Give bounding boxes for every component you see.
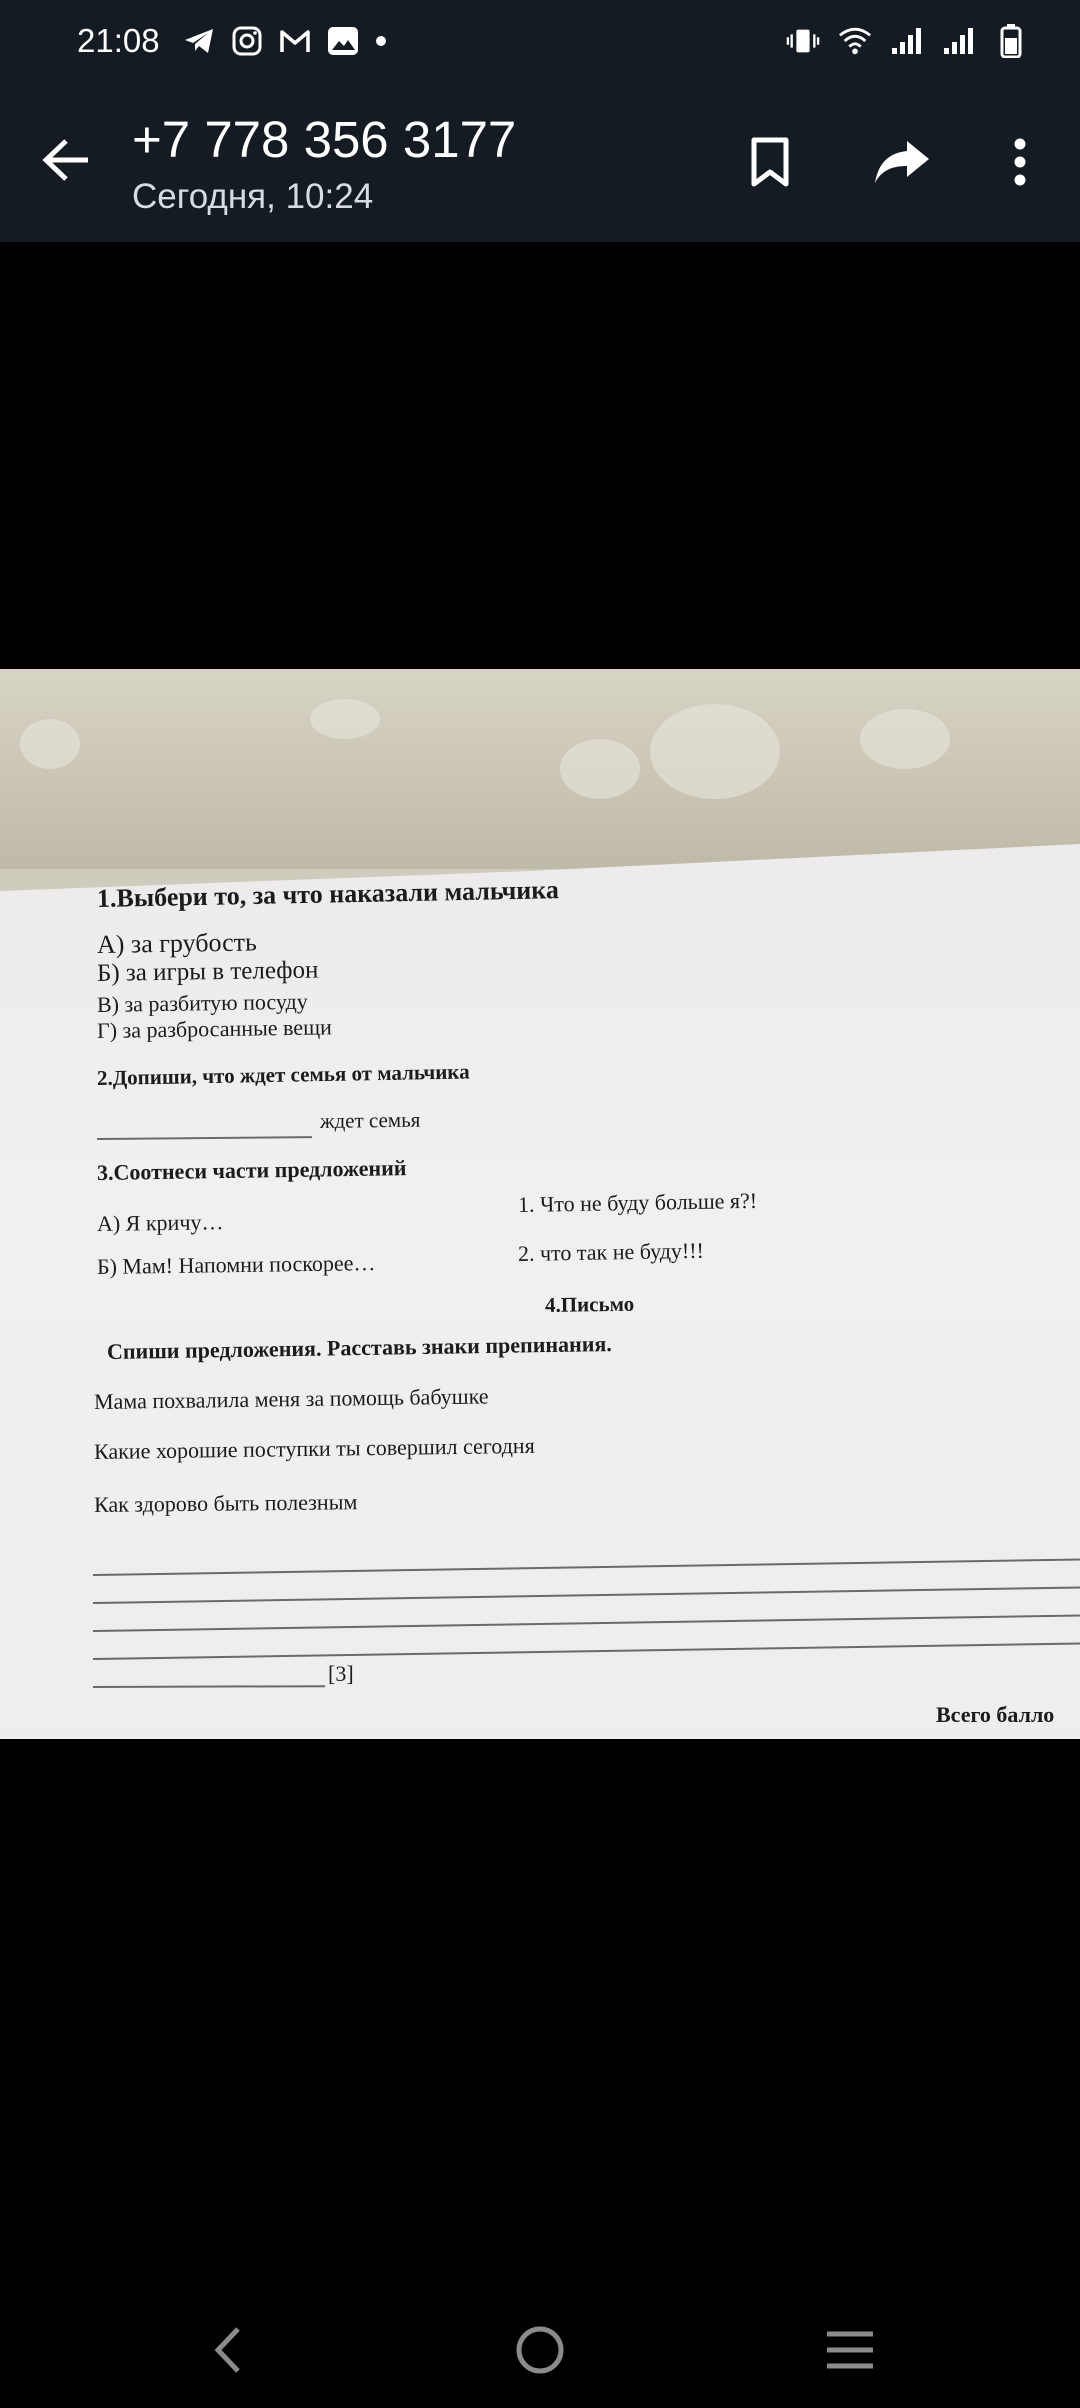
question-2-suffix: ждет семья (319, 1107, 421, 1133)
system-icons (786, 24, 1028, 58)
share-icon (873, 139, 931, 185)
question-1-option: А) за грубость (96, 927, 258, 959)
signal-icon (890, 24, 924, 58)
question-3-title: 3.Соотнеси части предложений (96, 1155, 407, 1185)
menu-icon (823, 2328, 877, 2372)
photo-background-wall (0, 669, 1080, 869)
question-4-sentence: Мама похвалила меня за помощь бабушке (93, 1383, 489, 1414)
battery-icon (994, 24, 1028, 58)
contact-title: +7 778 356 3177 (132, 111, 517, 168)
more-icon (1013, 137, 1027, 187)
question-3-left-item: А) Я кричу… (96, 1209, 224, 1236)
instagram-icon (230, 24, 264, 58)
status-bar (0, 0, 1080, 92)
back-arrow-icon (42, 138, 90, 182)
question-4-sentence: Как здорово быть полезным (93, 1489, 358, 1517)
question-1-option: В) за разбитую посуду (96, 988, 308, 1017)
status-time: 21:08 (77, 22, 160, 59)
question-3-right-item: 1. Что не буду больше я?! (517, 1187, 758, 1217)
signal-icon (942, 24, 976, 58)
question-4-title: 4.Письмо (544, 1291, 635, 1317)
telegram-icon (182, 24, 216, 58)
more-options-button[interactable] (990, 132, 1050, 192)
share-button[interactable] (872, 132, 932, 192)
app-bar (0, 92, 1080, 242)
message-timestamp: Сегодня, 10:24 (132, 177, 374, 216)
gmail-icon (278, 24, 312, 58)
bookmark-icon (750, 137, 790, 187)
nav-home-button[interactable] (500, 2310, 580, 2390)
nav-back-icon (208, 2325, 248, 2375)
question-1-option: Г) за разбросанные вещи (96, 1014, 332, 1043)
score-mark: [3] (328, 1661, 354, 1686)
wifi-icon (838, 24, 872, 58)
question-2-title: 2.Допиши, что ждет семья от мальчика (96, 1059, 470, 1090)
gallery-icon (326, 24, 360, 58)
nav-recents-button[interactable] (810, 2310, 890, 2390)
nav-back-button[interactable] (188, 2310, 268, 2390)
vibrate-icon (786, 24, 820, 58)
navigation-bar (0, 2290, 1080, 2408)
dot-icon (374, 24, 388, 58)
total-score-label: Всего балло (936, 1702, 1055, 1727)
bookmark-button[interactable] (740, 132, 800, 192)
photo-viewer-image[interactable] (0, 669, 1080, 1739)
notification-icons (182, 24, 388, 58)
back-button[interactable] (36, 130, 96, 190)
question-3-right-item: 2. что так не буду!!! (517, 1237, 705, 1266)
nav-home-icon (513, 2323, 567, 2377)
question-4-instruction: Спиши предложения. Расставь знаки препинания. (106, 1331, 613, 1364)
question-1-title: 1.Выбери то, за что наказали мальчика (96, 875, 560, 913)
question-3-left-item: Б) Мам! Напомни поскорее… (96, 1250, 376, 1279)
question-1-option: Б) за игры в телефон (96, 956, 319, 987)
question-4-sentence: Какие хорошие поступки ты совершил сегодня (93, 1432, 535, 1464)
